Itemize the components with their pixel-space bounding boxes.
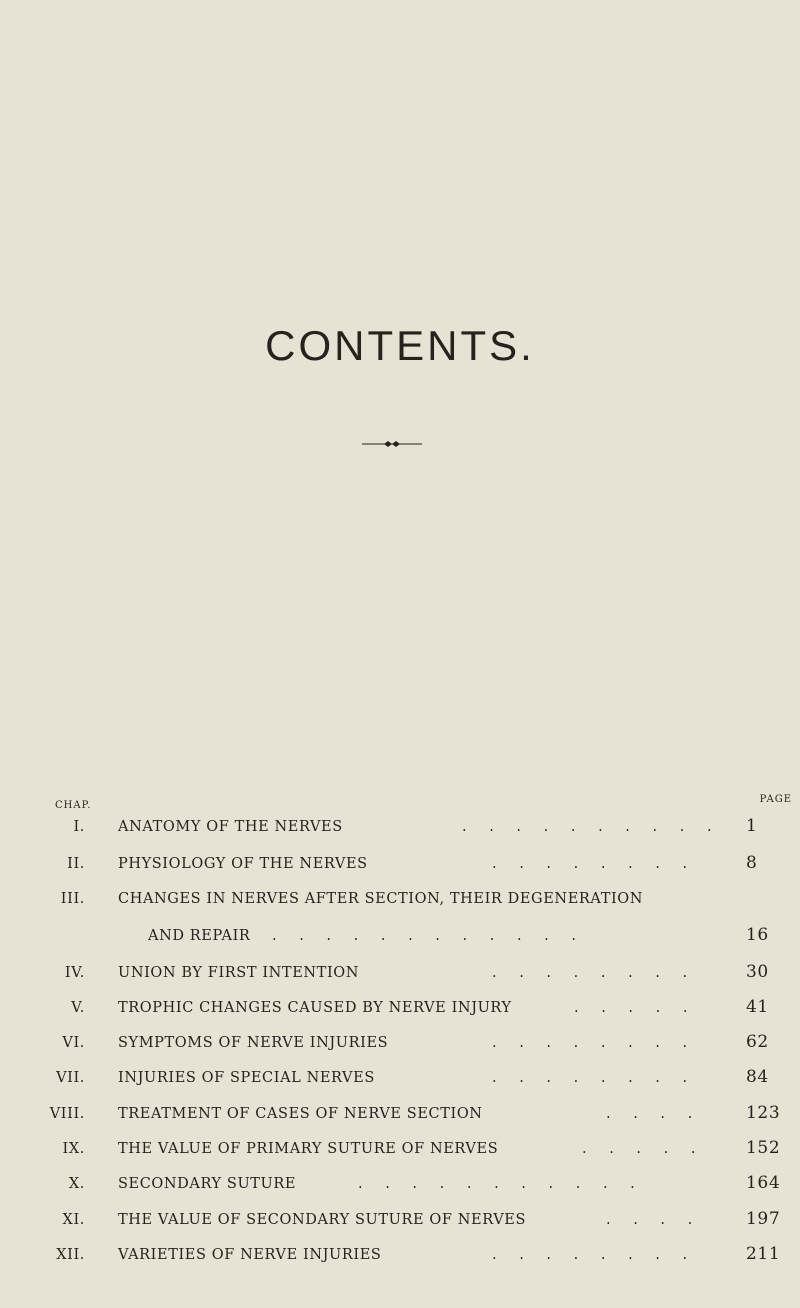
- toc-entry-5: [0, 997, 800, 1022]
- toc-entry-10: [0, 1173, 800, 1198]
- toc-entry-2: [0, 853, 800, 878]
- toc-entry-12: [0, 1244, 800, 1269]
- chapter-number: V.: [71, 1000, 85, 1016]
- leader-dots: . . . . . . . .: [492, 1247, 697, 1263]
- toc-entry-1: [0, 816, 800, 841]
- leader-dots: . . . . . . . .: [492, 965, 697, 981]
- leader-dots: . . . .: [606, 1106, 702, 1122]
- chapter-title: PHYSIOLOGY OF THE NERVES: [118, 856, 368, 872]
- chapter-title: THE VALUE OF SECONDARY SUTURE OF NERVES: [118, 1212, 526, 1228]
- toc-entry-4: [0, 962, 800, 987]
- page-number: 30: [746, 962, 769, 982]
- chapter-title: TROPHIC CHANGES CAUSED BY NERVE INJURY: [118, 1000, 512, 1016]
- chapter-number: II.: [67, 856, 85, 872]
- chapter-number: I.: [73, 819, 85, 835]
- leader-dots: . . . . . . . . . .: [462, 819, 721, 835]
- page-number: 41: [746, 997, 769, 1017]
- chapter-title-line1: CHANGES IN NERVES AFTER SECTION, THEIR DEGENERATION: [118, 891, 644, 907]
- page-number: 16: [746, 925, 769, 945]
- leader-dots: . . . . . . . .: [492, 856, 697, 872]
- leader-dots: . . . . .: [574, 1000, 697, 1016]
- chapter-title: TREATMENT OF CASES OF NERVE SECTION: [118, 1106, 483, 1122]
- ornament-divider: [362, 439, 422, 449]
- chapter-number: VIII.: [49, 1106, 85, 1122]
- leader-dots: . . . . . . . . . . . .: [272, 928, 586, 944]
- chapter-number: XI.: [62, 1212, 85, 1228]
- leader-dots: . . . . . . . .: [492, 1035, 697, 1051]
- chapter-number: VI.: [62, 1035, 85, 1051]
- chapter-title-line2: AND REPAIR: [148, 928, 251, 944]
- toc-entry-11: [0, 1209, 800, 1234]
- page-number: 152: [746, 1138, 781, 1158]
- toc-entry-8: [0, 1103, 800, 1128]
- page-number: 164: [746, 1173, 781, 1193]
- leader-dots: . . . . . . . . . . .: [358, 1176, 644, 1192]
- chapter-title: VARIETIES OF NERVE INJURIES: [118, 1247, 382, 1263]
- toc-entry-3-cont: [0, 925, 800, 950]
- chapter-title: INJURIES OF SPECIAL NERVES: [118, 1070, 375, 1086]
- page-number: 211: [746, 1244, 781, 1264]
- toc-entry-6: [0, 1032, 800, 1057]
- page-title: CONTENTS.: [265, 322, 535, 369]
- page-column-header: PAGE: [759, 794, 792, 805]
- chapter-number: X.: [68, 1176, 85, 1192]
- leader-dots: . . . . .: [582, 1141, 705, 1157]
- chapter-number: VII.: [56, 1070, 85, 1086]
- chapter-title: ANATOMY OF THE NERVES: [118, 819, 343, 835]
- leader-dots: . . . . . . . .: [492, 1070, 697, 1086]
- chapter-number: III.: [60, 891, 85, 907]
- leader-dots: . . . .: [606, 1212, 702, 1228]
- toc-entry-3: [0, 891, 800, 913]
- chapter-number: IV.: [64, 965, 85, 981]
- chap-column-header: CHAP.: [55, 800, 92, 811]
- page-number: 8: [746, 853, 758, 873]
- toc-entry-9: [0, 1138, 800, 1163]
- page-number: 197: [746, 1209, 781, 1229]
- chapter-number: IX.: [62, 1141, 85, 1157]
- chapter-number: XII.: [56, 1247, 85, 1263]
- page-number: 62: [746, 1032, 769, 1052]
- chapter-title: SECONDARY SUTURE: [118, 1176, 297, 1192]
- page-number: 1: [746, 816, 758, 836]
- chapter-title: SYMPTOMS OF NERVE INJURIES: [118, 1035, 389, 1051]
- toc-entry-7: [0, 1067, 800, 1092]
- page-number: 84: [746, 1067, 769, 1087]
- chapter-title: THE VALUE OF PRIMARY SUTURE OF NERVES: [118, 1141, 499, 1157]
- page-number: 123: [746, 1103, 781, 1123]
- chapter-title: UNION BY FIRST INTENTION: [118, 965, 360, 981]
